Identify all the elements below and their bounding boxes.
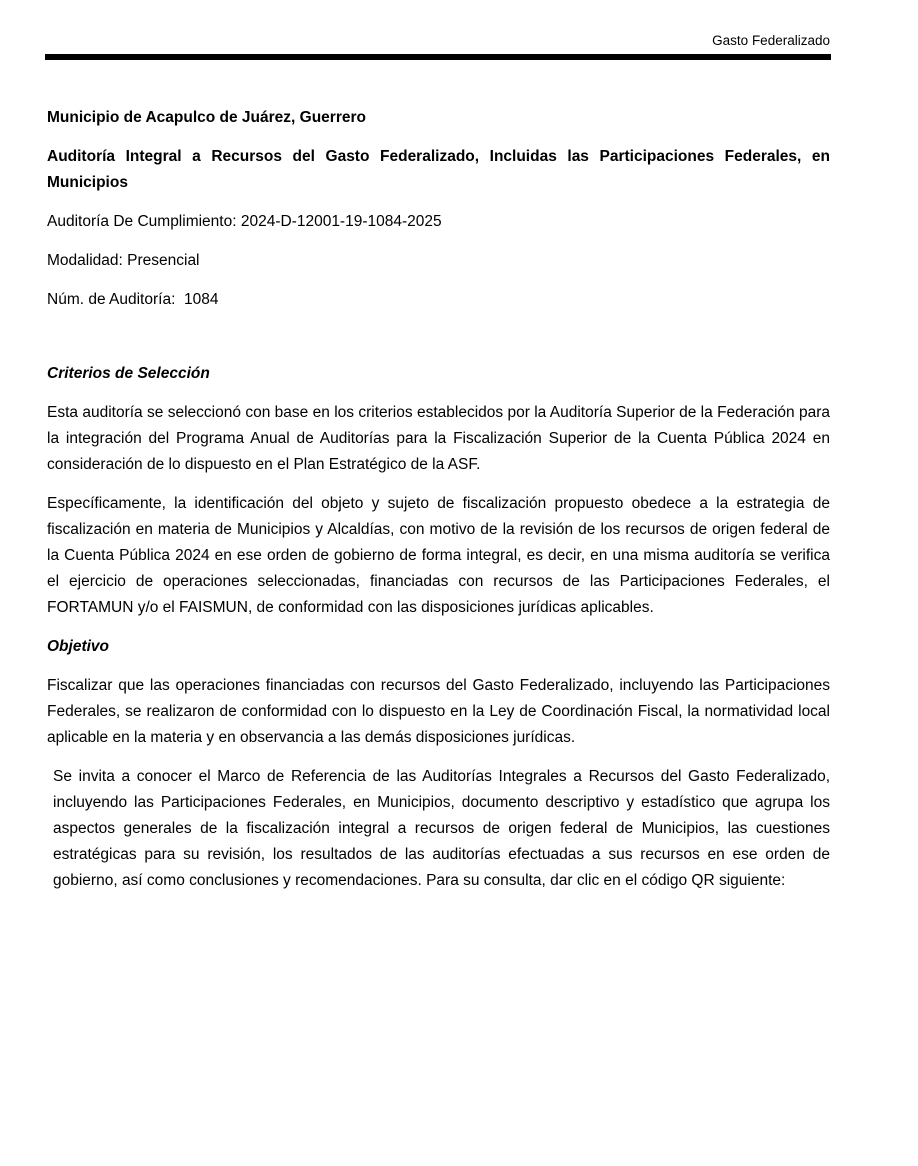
audit-type-line: Auditoría De Cumplimiento: 2024-D-12001-19-1084-2025 <box>47 213 442 230</box>
document-content <box>47 105 830 894</box>
modality-line: Modalidad: Presencial <box>47 252 200 269</box>
header-rule <box>45 54 831 60</box>
audit-number-line: Núm. de Auditoría: 1084 <box>47 291 219 308</box>
section-heading-objetivo: Objetivo <box>47 638 110 655</box>
municipality-line: Municipio de Acapulco de Juárez, Guerrero <box>47 109 366 126</box>
document-title: Auditoría Integral a Recursos del Gasto Federalizado, Incluidas las Participaciones Federales, en Municipios <box>47 148 830 191</box>
criterios-paragraph-1: Esta auditoría se seleccionó con base en los criterios establecidos por la Auditoría Superior de la Federación para la integración del Programa Anual de Auditorías para la Fiscalización Superior de la Cuenta Pública 2024 en consideración de lo dispuesto en el Plan Estratégico de la ASF. <box>47 404 830 473</box>
criterios-paragraph-2: Específicamente, la identificación del objeto y sujeto de fiscalización propuesto obedece a la estrategia de fiscalización en materia de Municipios y Alcaldías, con motivo de la revisión de los recursos de origen federal de la Cuenta Pública 2024 en ese orden de gobierno de forma integral, es decir, en una misma auditoría se verifica el ejercicio de operaciones seleccionadas, financiadas con recursos de las Participaciones Federales, el FORTAMUN y/o el FAISMUN, de conformidad con las disposiciones jurídicas aplicables. <box>47 495 830 616</box>
header-section-label: Gasto Federalizado <box>712 33 830 48</box>
invitation-paragraph: Se invita a conocer el Marco de Referencia de las Auditorías Integrales a Recursos del Gasto Federalizado, incluyendo las Participaciones Federales, en Municipios, documento descriptivo y estadístico que agrupa los aspectos generales de la fiscalización integral a recursos de origen federal de Municipios, las cuestiones estratégicas para su revisión, los resultados de las auditorías efectuadas a sus recursos en ese orden de gobierno, así como conclusiones y recomendaciones. Para su consulta, dar clic en el código QR siguiente: <box>53 768 830 889</box>
section-heading-criterios: Criterios de Selección <box>47 365 210 382</box>
page-header <box>47 33 830 49</box>
objetivo-paragraph-1: Fiscalizar que las operaciones financiadas con recursos del Gasto Federalizado, incluyendo las Participaciones Federales, se realizaron de conformidad con lo dispuesto en la Ley de Coordinación Fiscal, la normatividad local aplicable en la materia y en observancia a las demás disposiciones jurídicas. <box>47 677 830 746</box>
